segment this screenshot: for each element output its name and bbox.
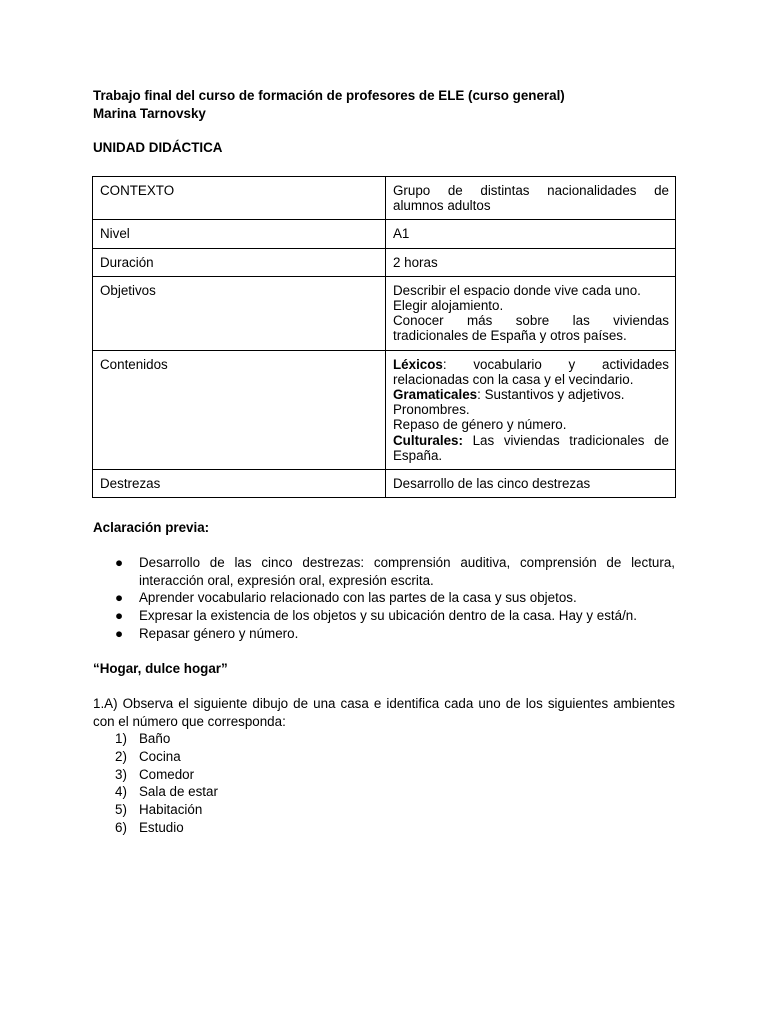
didactic-unit-table <box>92 176 676 498</box>
document-title: Trabajo final del curso de formación de profesores de ELE (curso general) <box>93 88 565 103</box>
level-label: Nivel <box>93 220 386 248</box>
aclaracion-list <box>93 554 675 643</box>
list-item: 3) Comedor <box>115 766 195 782</box>
bullet-icon: ● <box>115 608 124 624</box>
table-row-duration <box>93 248 676 276</box>
rooms-list <box>93 730 218 837</box>
list-item: 4) Sala de estar <box>115 784 218 800</box>
aclaracion-heading: Aclaración previa: <box>93 520 210 535</box>
author-name: Marina Tarnovsky <box>93 105 206 121</box>
list-item: ● Aprender vocabulario relacionado con las partes de la casa y sus objetos. <box>115 590 577 606</box>
unit-heading: UNIDAD DIDÁCTICA <box>93 140 223 155</box>
skills-label: Destrezas <box>93 470 386 498</box>
table-row-contents <box>93 350 676 469</box>
bullet-icon: ● <box>115 625 124 641</box>
list-item: 5) Habitación <box>115 802 203 818</box>
context-label: CONTEXTO <box>93 177 386 220</box>
list-item: 6) Estudio <box>115 819 184 835</box>
bullet-icon: ● <box>115 590 124 606</box>
table-row-skills <box>93 470 676 498</box>
skills-value: Desarrollo de las cinco destrezas <box>386 470 676 498</box>
objectives-label: Objetivos <box>93 276 386 350</box>
hogar-heading: “Hogar, dulce hogar” <box>93 661 228 676</box>
document-header <box>93 87 565 122</box>
list-item: 1) Baño <box>115 731 171 746</box>
exercise-instructions: 1.A) Observa el siguiente dibujo de una casa e identifica cada uno de los siguientes ambientes con el número que corresponda: <box>93 696 675 729</box>
level-value: A1 <box>386 220 676 248</box>
list-item: 2) Cocina <box>115 748 181 764</box>
contents-label: Contenidos <box>93 350 386 469</box>
list-item: ● Expresar la existencia de los objetos y su ubicación dentro de la casa. Hay y está/n. <box>115 608 637 624</box>
objectives-value: Describir el espacio donde vive cada uno. Elegir alojamiento. Conocer más sobre las viviendas tradicionales de España y otros países. <box>386 276 676 350</box>
list-item: ● Repasar género y número. <box>115 625 299 641</box>
table-row-level <box>93 220 676 248</box>
table-row-objectives <box>93 276 676 350</box>
table-row-context <box>93 177 676 220</box>
contents-value: Léxicos: vocabulario y actividades relacionadas con la casa y el vecindario. Gramaticales: Sustantivos y adjetivos. Pronombres. Repaso de género y número. Culturales: Las viviendas tradicionales de España. <box>386 350 676 469</box>
list-item: ● Desarrollo de las cinco destrezas: comprensión auditiva, comprensión de lectura, interacción oral, expresión oral, expresión escrita. <box>115 555 675 588</box>
duration-label: Duración <box>93 248 386 276</box>
context-value: Grupo de distintas nacionalidades de alumnos adultos <box>386 177 676 220</box>
duration-value: 2 horas <box>386 248 676 276</box>
bullet-icon: ● <box>115 555 124 570</box>
